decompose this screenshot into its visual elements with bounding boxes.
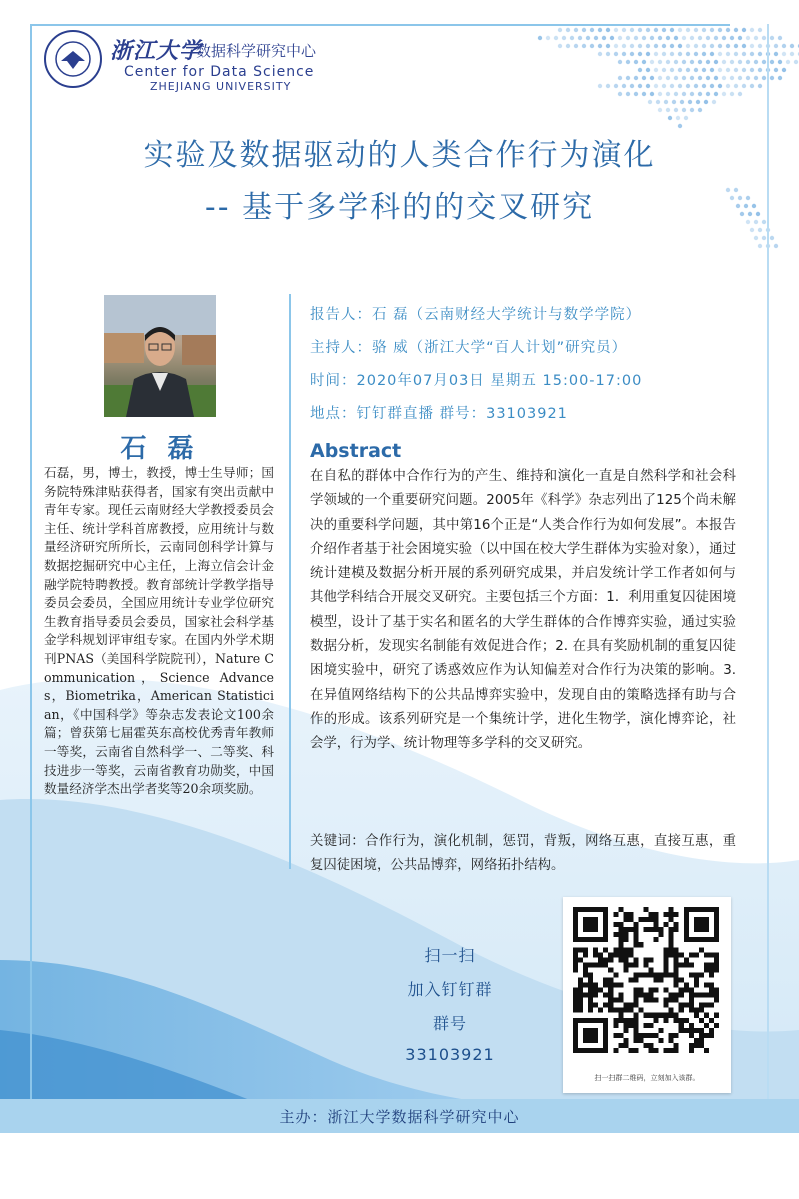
university-name-cn: 浙江大学 — [110, 38, 203, 64]
speaker-bio: 石磊，男，博士，教授，博士生导师；国务院特殊津贴获得者，国家有突出贡献中青年专家。现任云南财经大学教授委员会主任、统计学科首席教授，应用统计与数量经济研究所所长，云南同创科学计算与数据挖掘研究中心主任，上海立信会计金融学院特聘教授。教育部统计学教学指导委员会委员，全国应用统计专业学位研究生教育指导委员会委员，国家社会科学基金学科规划评审组专家。在国内外学术期刊PNAS（美国科学院院刊），Nature Communication，Science Advances，Biometrika，American Statistician，《中国科学》等杂志发表论文100余篇；曾获第七届霍英东高校优秀青年教师一等奖，云南省自然科学一、二等奖、科技进步一等奖，云南省教育功勋奖，中国数量经济学杰出学者奖等20余项奖励。 — [44, 465, 274, 797]
speaker-name: 石 磊 — [120, 434, 200, 464]
zju-seal-icon — [44, 30, 102, 88]
abstract-body: 在自私的群体中合作行为的产生、维持和演化一直是自然科学和社会科学领域的一个重要研究问题。2005年《科学》杂志列出了125个尚未解决的重要科学问题，其中第16个正是“人类合作行为如何发展”。本报告介绍作者基于社会困境实验（以中国在校大学生群体为实验对象），通过统计建模及数据分析开展的系列研究成果，并启发统计学工作者如何与其他学科结合开展交叉研究。主要包括三个方面：1．利用重复囚徒困境模型，设计了基于实名和匿名的大学生群体的合作博弈实验，通过实验数据分析，发现实名制能有效促进合作；2. 在具有奖励机制的重复囚徒困境实验中，研究了诱惑效应作为认知偏差对合作行为决策的影响。3. 在异值网络结构下的公共品博弈实验中，发现自由的策略选择有助与合作的形成。该系列研究是一个集统计学，进化生物学，演化博弈论，社会学，行为学、统计物理等多学科的交叉研究。 — [310, 469, 736, 752]
reporter-line: 报告人：石 磊（云南财经大学统计与数学学院） — [310, 307, 642, 323]
column-divider — [289, 294, 291, 869]
page-subtitle: -- 基于多学科的的交叉研究 — [204, 190, 595, 225]
join-group-label: 加入钉钉群 — [407, 980, 493, 999]
scan-label: 扫一扫 — [424, 946, 476, 965]
location-line: 地点：钉钉群直播 群号：33103921 — [310, 406, 568, 422]
university-name-en: ZHEJIANG UNIVERSITY — [150, 80, 292, 93]
group-number-label: 群号 — [432, 1014, 467, 1033]
qr-card[interactable] — [563, 897, 731, 1093]
keywords: 关键词：合作行为，演化机制，惩罚，背叛，网络互惠，直接互惠，重复囚徒困境，公共品博弈，网络拓扑结构。 — [310, 834, 736, 874]
abstract-heading: Abstract — [310, 440, 402, 462]
center-name-en: Center for Data Science — [124, 64, 315, 80]
qr-code-icon[interactable] — [573, 907, 719, 1053]
organizer: 主办：浙江大学数据科学研究中心 — [279, 1108, 520, 1126]
group-number: 33103921 — [405, 1045, 495, 1064]
host-line: 主持人：骆 威（浙江大学“百人计划”研究员） — [310, 340, 628, 356]
speaker-photo — [104, 295, 216, 417]
page-title: 实验及数据驱动的人类合作行为演化 — [143, 138, 656, 173]
center-name-cn: 数据科学研究中心 — [196, 42, 317, 60]
frame-top — [30, 24, 730, 26]
time-line: 时间：2020年07月03日 星期五 15:00-17:00 — [310, 373, 643, 389]
qr-caption: 扫一扫群二维码，立刻加入该群。 — [594, 1074, 700, 1082]
